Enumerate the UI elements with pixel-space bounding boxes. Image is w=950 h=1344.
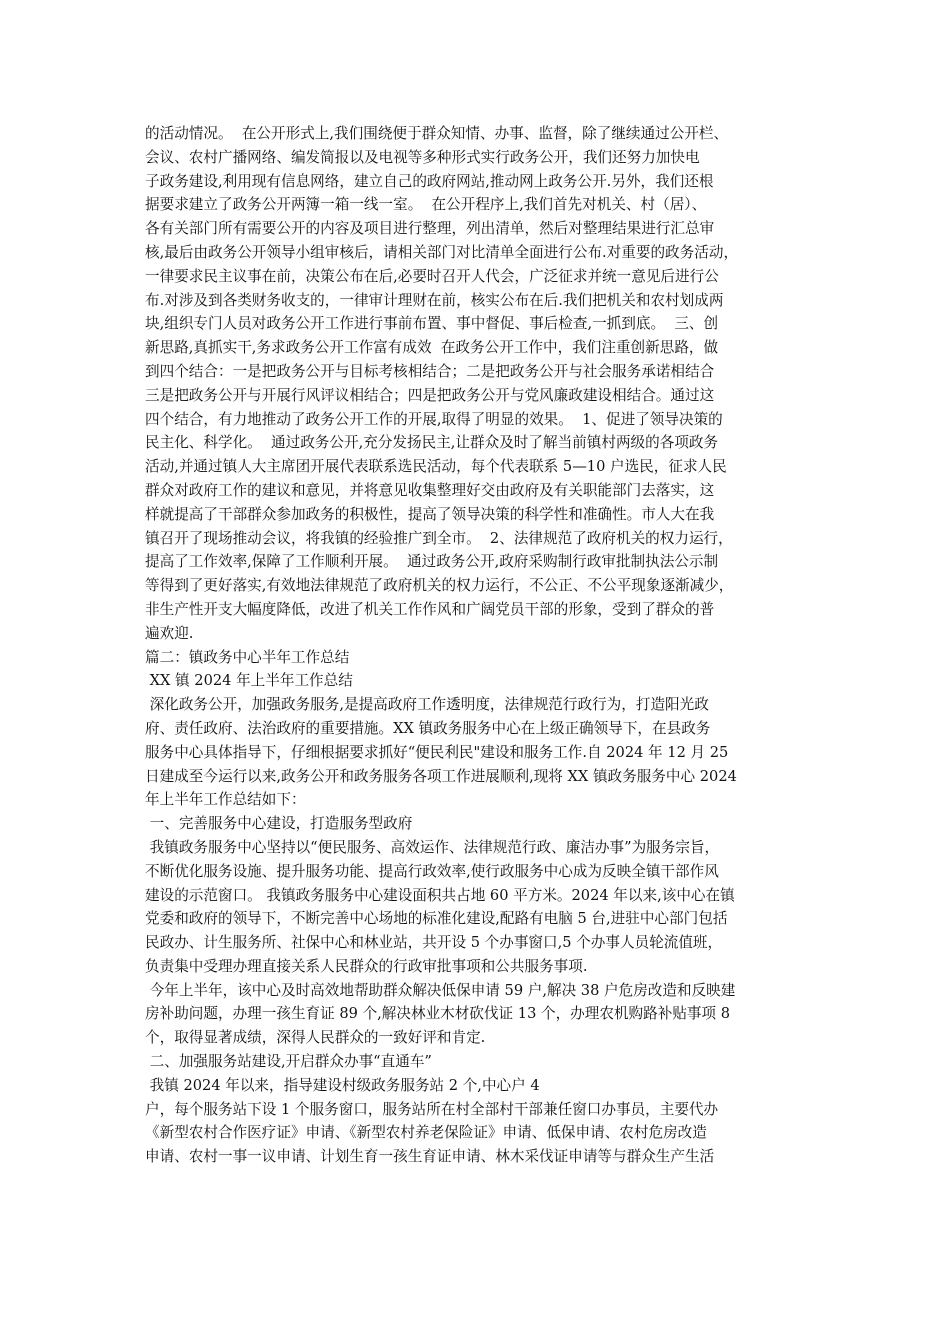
text-line: 非生产性开支大幅度降低，改进了机关工作作风和广阔党员干部的形象，受到了群众的普 — [145, 600, 715, 618]
text-line: 四个结合，有力地推动了政务公开工作的开展,取得了明显的效果。 1、促进了领导决策的 — [145, 410, 723, 428]
text-line: 遍欢迎. — [145, 624, 194, 642]
text-line: 年上半年工作总结如下： — [145, 791, 306, 809]
text-line: 我镇政务服务中心坚持以“便民服务、高效运作、法律规范行政、廉洁办事”为服务宗旨， — [145, 838, 720, 856]
text-line: 户，每个服务站下设 1 个服务窗口，服务站所在村全部村干部兼任窗口办事员，主要代办 — [145, 1100, 719, 1118]
text-line: 会议、农村广播网络、编发简报以及电视等多种形式实行政务公开，我们还努力加快电 — [145, 148, 700, 166]
text-line: 深化政务公开，加强政务服务,是提高政府工作透明度，法律规范行政行为，打造阳光政 — [145, 696, 709, 714]
text-line: 申请、农村一事一议申请、计划生育一孩生育证申请、林木采伐证申请等与群众生产生活 — [145, 1148, 715, 1166]
text-line: 活动,并通过镇人大主席团开展代表联系选民活动，每个代表联系 5—10 户选民，征求人民 — [145, 458, 727, 476]
text-line: 今年上半年，该中心及时高效地帮助群众解决低保申请 59 户,解决 38 户危房改造和反映建 — [145, 981, 736, 999]
text-line: 各有关部门所有需要公开的内容及项目进行整理，列出清单，然后对整理结果进行汇总审 — [145, 220, 715, 238]
text-line: 民主化、科学化。 通过政务公开,充分发扬民主,让群众及时了解当前镇村两级的各项政务 — [145, 434, 719, 452]
text-line: 服务中心具体指导下，仔细根据要求抓好“便民利民"建设和服务工作.自 2024 年 12 月 25 — [145, 743, 729, 761]
text-line: 一、完善服务中心建设，打造服务型政府 — [145, 815, 413, 833]
text-line: 负责集中受理办理直接关系人民群众的行政审批事项和公共服务事项. — [145, 957, 588, 975]
text-line: 镇召开了现场推动会议，将我镇的经验推广到全市。 2、法律规范了政府机关的权力运行， — [145, 529, 733, 547]
text-line: 提高了工作效率,保障了工作顺利开展。 通过政务公开,政府采购制行政审批制执法公示制 — [145, 553, 719, 571]
text-line: 不断优化服务设施、提升服务功能、提高行政效率,使行政服务中心成为反映全镇干部作风 — [145, 862, 719, 880]
text-line: 一律要求民主议事在前，决策公布在后,必要时召开人代会，广泛征求并统一意见后进行公 — [145, 267, 719, 285]
text-line: 个，取得显著成绩，深得人民群众的一致好评和肯定. — [145, 1029, 486, 1047]
text-line: 民政办、计生服务所、社保中心和林业站，共开设 5 个办事窗口,5 个办事人员轮流值班， — [145, 934, 723, 952]
text-line: 《新型农村合作医疗证》申请、《新型农村养老保险证》申请、低保申请、农村危房改造 — [145, 1124, 707, 1142]
text-line: 二、加强服务站建设,开启群众办事“直通车” — [145, 1053, 432, 1071]
text-line: 建设的示范窗口。 我镇政务服务中心建设面积共占地 60 平方米。2024 年以来,该中心在镇 — [145, 886, 735, 904]
text-line: 府、责任政府、法治政府的重要措施。XX 镇政务服务中心在上级正确领导下，在县政务 — [145, 719, 711, 737]
text-line: 布.对涉及到各类财务收支的，一律审计理财在前，核实公布在后.我们把机关和农村划成两 — [145, 291, 724, 309]
document-body — [145, 122, 815, 1169]
text-line: 新思路,真抓实干,务求政务公开工作富有成效 在政务公开工作中，我们注重创新思路，做 — [145, 339, 719, 357]
text-line: 核,最后由政务公开领导小组审核后，请相关部门对比清单全面进行公布.对重要的政务活动， — [145, 243, 739, 261]
text-line: 的活动情况。 在公开形式上,我们围绕便于群众知情、办事、监督，除了继续通过公开栏、 — [145, 125, 729, 142]
text-line: XX 镇 2024 年上半年工作总结 — [145, 672, 353, 690]
text-line: 据要求建立了政务公开两簿一箱一线一室。 在公开程序上,我们首先对机关、村（居）、 — [145, 196, 707, 214]
text-line: 等得到了更好落实,有效地法律规范了政府机关的权力运行，不公正、不公平现象逐渐减少， — [145, 577, 734, 595]
text-line: 三是把政务公开与开展行风评议相结合；四是把政务公开与党风廉政建设相结合。通过这 — [145, 386, 715, 404]
text-line: 篇二：镇政务中心半年工作总结 — [145, 648, 350, 666]
text-line: 日建成至今运行以来,政务公开和政务服务各项工作进展顺利,现将 XX 镇政务服务中心 2024 — [145, 767, 737, 785]
text-line: 样就提高了干部群众参加政务的积极性，提高了领导决策的科学性和准确性。市人大在我 — [145, 505, 715, 523]
text-line: 我镇 2024 年以来，指导建设村级政务服务站 2 个,中心户 4 — [145, 1076, 540, 1094]
text-line: 房补助问题，办理一孩生育证 89 个,解决林业木材砍伐证 13 个，办理农机购路补贴事项 8 — [145, 1005, 731, 1023]
text-line: 块,组织专门人员对政务公开工作进行事前布置、事中督促、事后检查,一抓到底。 三、创 — [145, 315, 719, 333]
text-line: 群众对政府工作的建议和意见，并将意见收集整理好交由政府及有关职能部门去落实，这 — [145, 481, 715, 499]
text-line: 到四个结合：一是把政务公开与目标考核相结合；二是把政务公开与社会服务承诺相结合 — [145, 362, 715, 380]
text-line: 子政务建设,利用现有信息网络，建立自己的政府网站,推动网上政务公开.另外，我们还根 — [145, 172, 714, 190]
text-line: 党委和政府的领导下，不断完善中心场地的标准化建设,配路有电脑 5 台,进驻中心部门包括 — [145, 910, 728, 928]
